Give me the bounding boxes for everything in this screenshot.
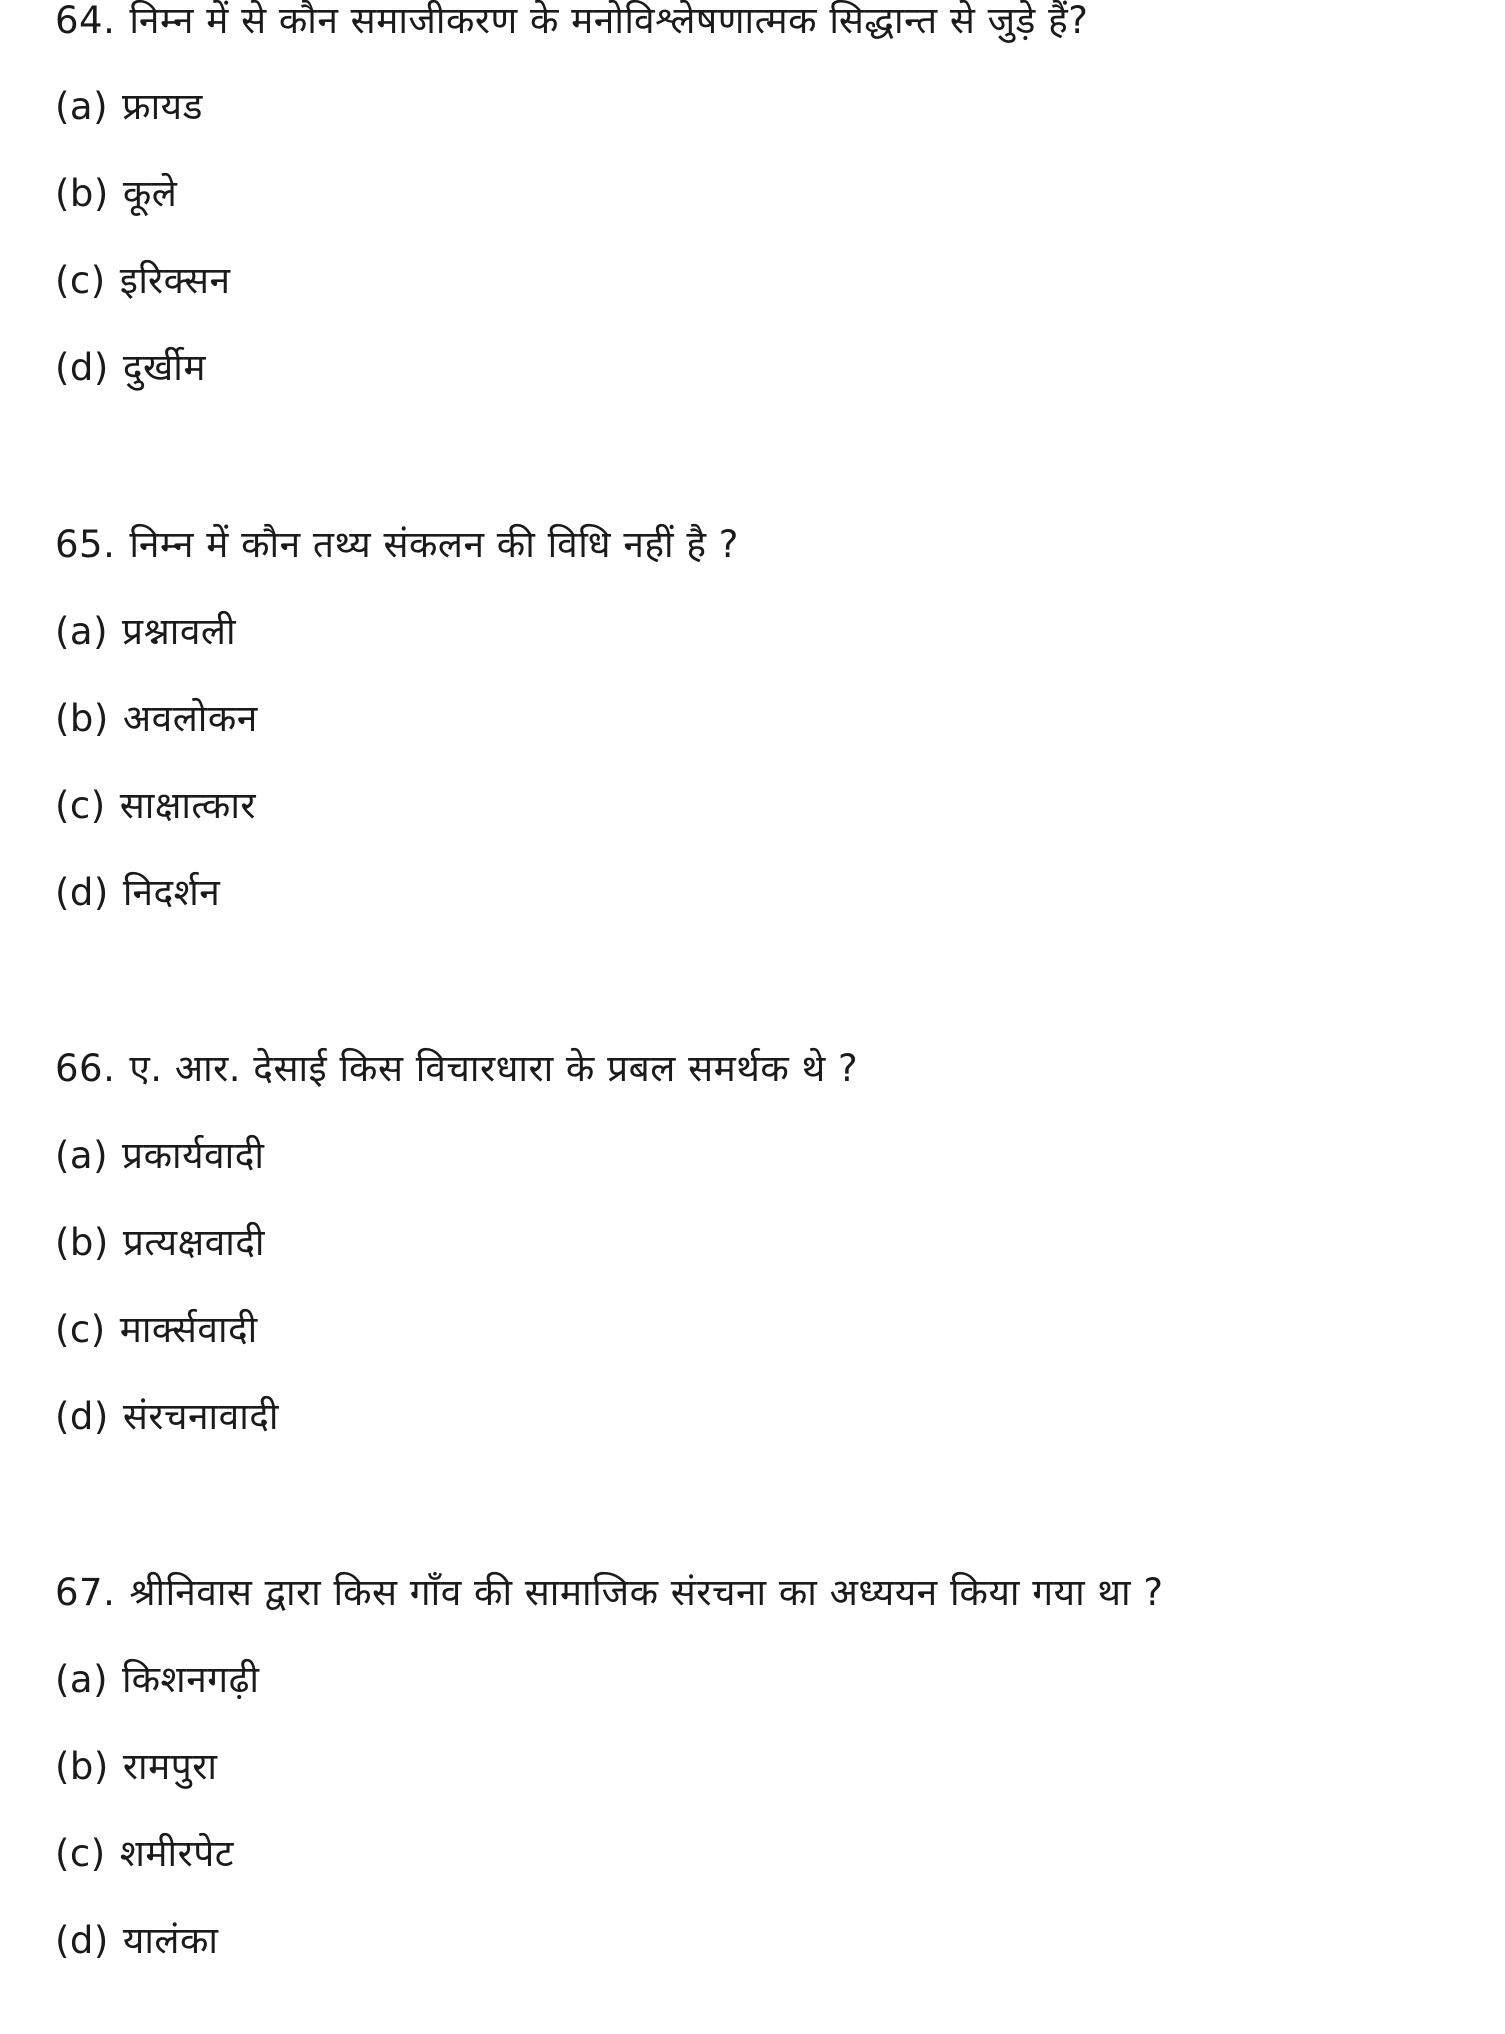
option-66-b: [55, 1218, 265, 1268]
option-text: निदर्शन: [122, 871, 221, 914]
option-label: (c): [55, 1308, 106, 1351]
option-66-c: [55, 1305, 258, 1355]
option-label: (a): [55, 610, 109, 653]
option-67-a: [55, 1655, 260, 1705]
option-label: (a): [55, 85, 109, 128]
option-label: (c): [55, 784, 106, 827]
question-text: निम्न में कौन तथ्य संकलन की विधि नहीं है ?: [129, 523, 739, 566]
option-66-d: [55, 1392, 279, 1442]
option-label: (d): [55, 1395, 109, 1438]
option-67-d: [55, 1916, 219, 1966]
option-label: (d): [55, 871, 109, 914]
question-67: [55, 1568, 1164, 1618]
option-text: शमीरपेट: [119, 1832, 234, 1875]
question-number: 67.: [55, 1571, 116, 1614]
option-text: दुर्खीम: [122, 346, 206, 389]
option-label: (b): [55, 697, 109, 740]
option-label: (d): [55, 346, 109, 389]
question-text: निम्न में से कौन समाजीकरण के मनोविश्लेषणात्मक सिद्धान्त से जुड़े हैं?: [129, 0, 1089, 42]
option-67-c: [55, 1829, 234, 1879]
option-text: इरिक्सन: [119, 259, 231, 302]
option-text: प्रश्नावली: [122, 610, 237, 653]
option-label: (b): [55, 172, 109, 215]
option-label: (a): [55, 1134, 109, 1177]
option-text: संरचनावादी: [122, 1395, 280, 1438]
option-65-c: [55, 781, 256, 831]
option-text: कूले: [122, 172, 178, 215]
option-64-b: [55, 169, 177, 219]
option-text: अवलोकन: [122, 697, 258, 740]
question-text: श्रीनिवास द्वारा किस गाँव की सामाजिक संरचना का अध्ययन किया गया था ?: [129, 1571, 1164, 1614]
option-text: फ्रायड: [122, 85, 203, 128]
option-label: (b): [55, 1745, 109, 1788]
option-65-d: [55, 868, 220, 918]
question-number: 64.: [55, 0, 116, 42]
option-text: मार्क्सवादी: [119, 1308, 258, 1351]
question-number: 66.: [55, 1047, 116, 1090]
option-64-a: [55, 82, 203, 132]
option-text: रामपुरा: [122, 1745, 218, 1788]
option-65-b: [55, 694, 258, 744]
question-65: [55, 520, 739, 570]
option-label: (b): [55, 1221, 109, 1264]
option-text: किशनगढ़ी: [122, 1658, 260, 1701]
question-66: [55, 1044, 858, 1094]
option-label: (d): [55, 1919, 109, 1962]
question-text: ए. आर. देसाई किस विचारधारा के प्रबल समर्थक थे ?: [129, 1047, 859, 1090]
option-67-b: [55, 1742, 217, 1792]
option-label: (a): [55, 1658, 109, 1701]
option-text: यालंका: [122, 1919, 219, 1962]
question-64: [55, 0, 1088, 46]
question-number: 65.: [55, 523, 116, 566]
option-65-a: [55, 607, 236, 657]
option-label: (c): [55, 1832, 106, 1875]
option-text: साक्षात्कार: [119, 784, 257, 827]
option-label: (c): [55, 259, 106, 302]
option-64-c: [55, 256, 231, 306]
option-64-d: [55, 343, 206, 393]
option-text: प्रत्यक्षवादी: [122, 1221, 266, 1264]
option-text: प्रकार्यवादी: [122, 1134, 265, 1177]
option-66-a: [55, 1131, 264, 1181]
